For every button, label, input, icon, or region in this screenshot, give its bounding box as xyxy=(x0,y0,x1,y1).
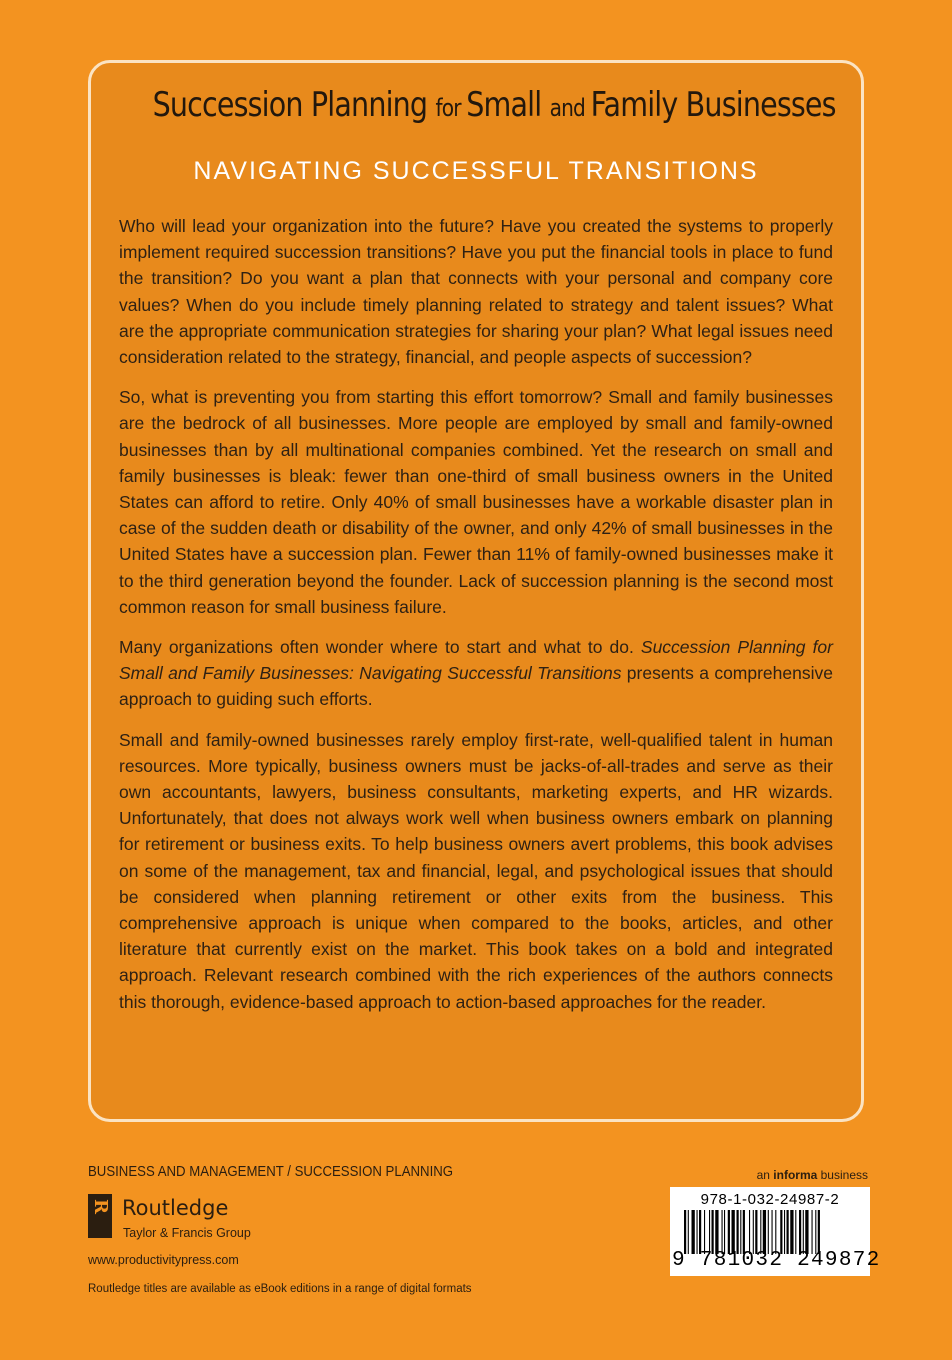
title-part: Succession Planning xyxy=(152,85,436,125)
barcode-bar xyxy=(699,1210,701,1254)
title-part: and xyxy=(549,94,591,122)
blurb-paragraph: Who will lead your organization into the future? Have you created the systems to properly implement required succession transitions? Have you put the financial tools in place to fund the transition? Do you want a plan that connects with your personal and company core values? When do you include timely planning related to strategy and talent issues? What are the appropriate communication strategies for sharing your plan? What legal issues need consideration related to the strategy, financial, and people aspects of succession? xyxy=(119,216,833,368)
barcode-bar xyxy=(697,1210,698,1254)
barcode-bar xyxy=(760,1210,761,1254)
informa-prefix: an xyxy=(756,1168,774,1182)
barcode-bar xyxy=(737,1210,739,1254)
barcode-bar xyxy=(780,1210,782,1254)
barcode-bar xyxy=(749,1210,750,1254)
barcode-bar xyxy=(688,1210,689,1254)
barcode-bar xyxy=(728,1210,730,1254)
barcode-digits: 9 781032 249872 xyxy=(672,1249,881,1272)
description-panel xyxy=(88,60,864,1122)
barcode-bar xyxy=(712,1210,714,1254)
barcode-bars xyxy=(684,1210,860,1254)
publisher-group: Taylor & Francis Group xyxy=(123,1226,251,1240)
barcode-bar xyxy=(768,1210,769,1254)
blurb-paragraph xyxy=(119,634,833,713)
blurb-text xyxy=(119,213,833,1029)
barcode-bar xyxy=(763,1210,766,1254)
barcode-bar xyxy=(704,1210,705,1254)
routledge-logo-icon xyxy=(88,1194,112,1238)
barcode-bar xyxy=(692,1210,695,1254)
barcode-bar xyxy=(684,1210,686,1254)
ebook-note: Routledge titles are available as eBook editions in a range of digital formats xyxy=(88,1283,472,1295)
publisher-logo xyxy=(88,1192,288,1242)
barcode-bar xyxy=(787,1210,789,1254)
barcode-bar xyxy=(775,1210,776,1254)
barcode-bar xyxy=(799,1210,801,1254)
barcode-bar xyxy=(812,1210,813,1254)
paragraph-text: presents a comprehensive approach to guiding such efforts. xyxy=(119,663,833,710)
barcode-bar xyxy=(805,1210,808,1254)
barcode-bar xyxy=(740,1210,741,1254)
barcode-bar xyxy=(743,1210,745,1254)
title-part: Family Businesses xyxy=(590,85,836,125)
isbn-barcode xyxy=(670,1187,881,1276)
barcode-bar xyxy=(709,1210,710,1254)
publisher-website[interactable]: www.productivitypress.com xyxy=(88,1253,239,1267)
informa-suffix: business xyxy=(817,1168,868,1182)
book-title xyxy=(152,85,836,125)
isbn-text: 978-1-032-24987-2 xyxy=(700,1191,840,1208)
title-part: for xyxy=(435,94,467,122)
barcode-bar xyxy=(795,1210,796,1254)
blurb-paragraph: So, what is preventing you from starting this effort tomorrow? Small and family businesses are the bedrock of all businesses. More people are employed by small and family-owned businesses than by all multinational companies combined. Yet the research on small and family businesses is bleak: fewer than one-third of small business owners in the United States can afford to retire. Only 40% of small businesses have a workable disaster plan in case of the sudden death or disability of the owner, and only 42% of small businesses in the United States have a succession plan. Fewer than 11% of family-owned businesses make it to the third generation beyond the founder. Lack of succession planning is the second most common reason for small business failure. xyxy=(119,387,833,617)
barcode-bar xyxy=(790,1210,793,1254)
barcode-bar xyxy=(772,1210,773,1254)
barcode-bar xyxy=(753,1210,754,1254)
publisher-name: Routledge xyxy=(122,1196,229,1220)
paragraph-text: Many organizations often wonder where to start and what to do. xyxy=(119,637,641,658)
barcode-bar xyxy=(724,1210,725,1254)
title-part: Small xyxy=(466,85,550,125)
informa-tagline xyxy=(757,1168,868,1182)
subject-category: BUSINESS AND MANAGEMENT / SUCCESSION PLANNING xyxy=(88,1163,454,1180)
barcode-bar xyxy=(715,1210,718,1254)
barcode-bar xyxy=(755,1210,757,1254)
barcode-bar xyxy=(722,1210,723,1254)
barcode-bar xyxy=(784,1210,785,1254)
barcode-bar xyxy=(732,1210,735,1254)
barcode-bar xyxy=(803,1210,804,1254)
book-subtitle: NAVIGATING SUCCESSFUL TRANSITIONS xyxy=(193,157,759,185)
barcode-bar xyxy=(818,1210,820,1254)
book-title-reference: Succession Planning for Small and Family Businesses: Navigating Successful Transitions xyxy=(119,637,833,684)
logo-r-glyph: R xyxy=(90,1198,111,1214)
blurb-paragraph: Small and family-owned businesses rarely employ first-rate, well-qualified talent in human resources. More typically, business owners must be jacks-of-all-trades and serve as their own accountants, lawyers, business consultants, marketing experts, and HR wizards. Unfortunately, that does not always work well when business owners embark on planning for retirement or business exits. To help business owners avert problems, this book advises on some of the management, tax and financial, legal, and psychological issues that should be considered when planning retirement or other exits from the business. This comprehensive approach is unique when compared to the books, articles, and other literature that currently exist on the market. This book takes on a bold and integrated approach. Relevant research combined with the rich experiences of the authors connects this thorough, evidence-based approach to action-based approaches for the reader. xyxy=(119,729,833,1012)
informa-brand: informa xyxy=(773,1168,818,1182)
barcode-bar xyxy=(815,1210,816,1254)
